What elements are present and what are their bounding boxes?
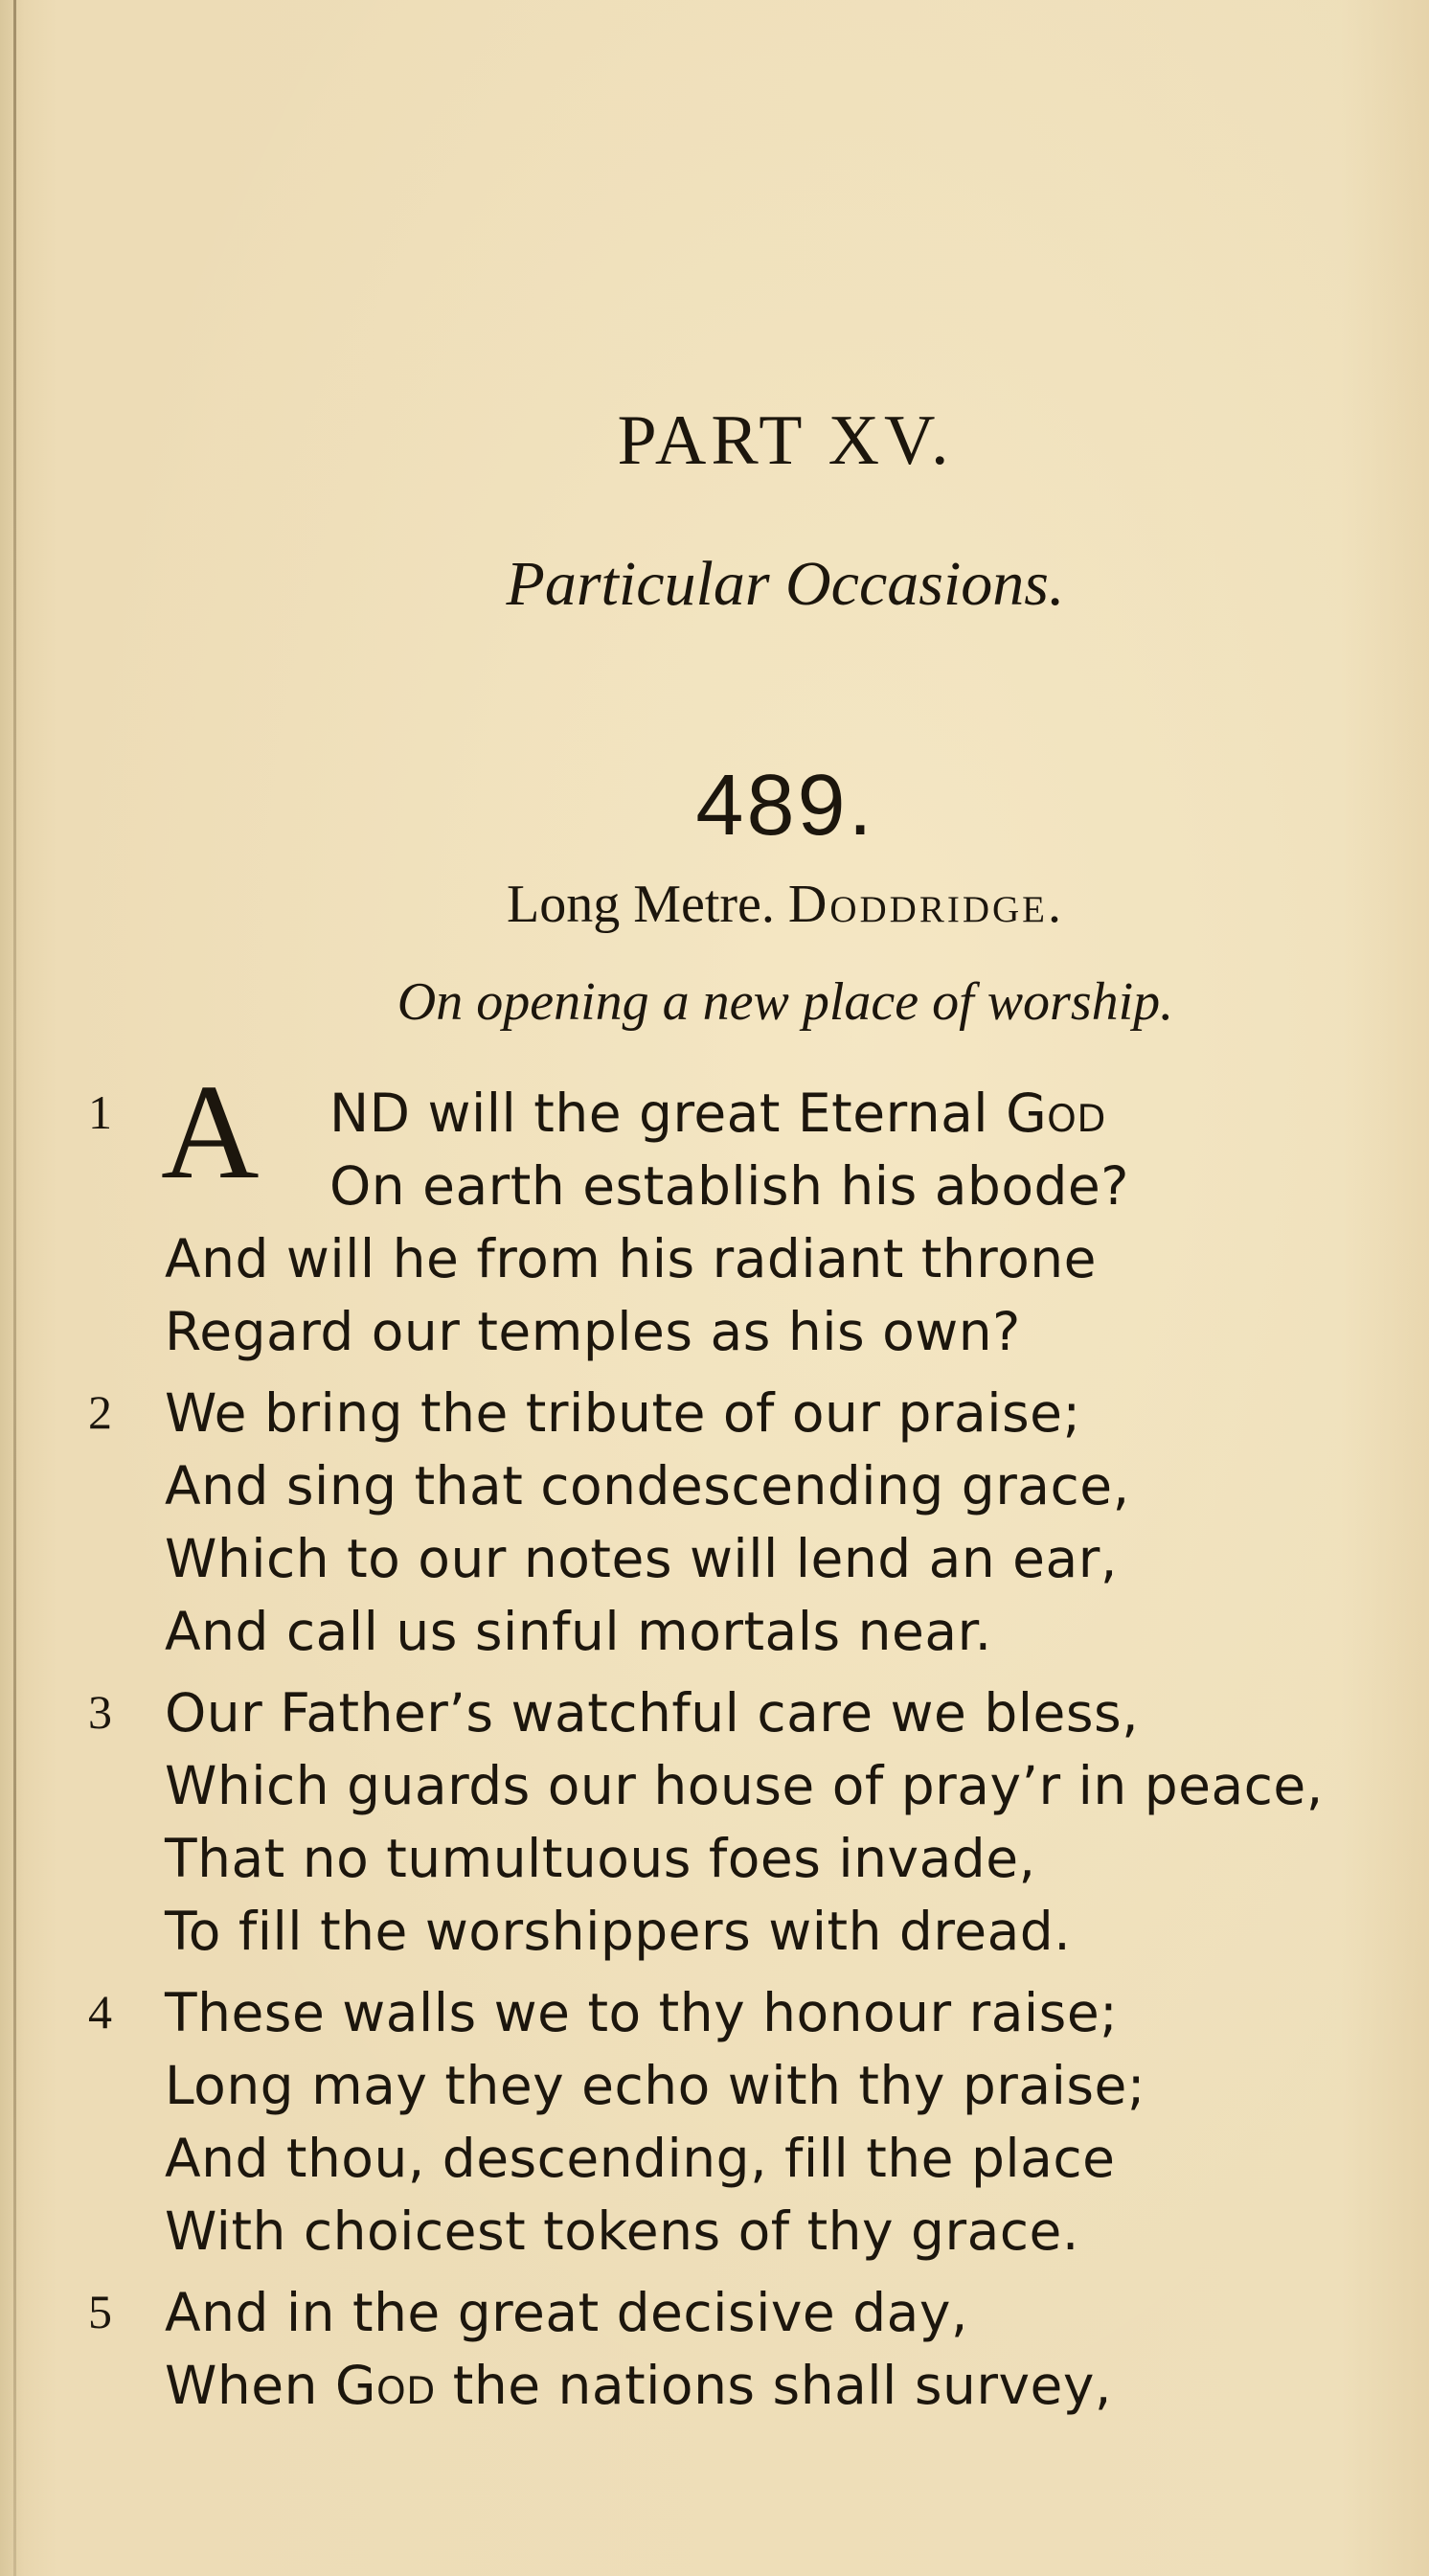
- verse-number-2: 2: [88, 1385, 112, 1439]
- verse-number-3: 3: [88, 1685, 112, 1739]
- verse-line: ND will the great Eternal God: [329, 1083, 1106, 1144]
- verse-line: And call us sinful mortals near.: [165, 1601, 992, 1662]
- verse-line: And in the great decisive day,: [165, 2282, 968, 2343]
- verse-number-5: 5: [88, 2285, 112, 2338]
- drop-cap: A: [161, 1056, 260, 1207]
- verse-line: To fill the worshippers with dread.: [165, 1901, 1072, 1962]
- verse-line: Which to our notes will lend an ear,: [165, 1528, 1118, 1589]
- hymn-author: Doddridge.: [787, 875, 1064, 934]
- verse-line: Long may they echo with thy praise;: [165, 2055, 1145, 2116]
- hymn-number: 489.: [695, 758, 875, 854]
- verse-line: When God the nations shall survey,: [165, 2355, 1112, 2416]
- part-title: PART XV.: [617, 401, 954, 480]
- verse-line: With choicest tokens of thy grace.: [165, 2200, 1079, 2262]
- verse-line: And thou, descending, fill the place: [165, 2128, 1116, 2189]
- part-subtitle: Particular Occasions.: [506, 549, 1065, 619]
- verse-line: And sing that condescending grace,: [165, 1455, 1130, 1516]
- verse-line: On earth establish his abode?: [329, 1155, 1129, 1217]
- verse-number-4: 4: [88, 1985, 112, 2039]
- hymn-occasion: On opening a new place of worship.: [397, 972, 1174, 1032]
- verse-line: Regard our temples as his own?: [165, 1301, 1021, 1362]
- verse-line: Which guards our house of pray’r in peace,: [165, 1755, 1324, 1816]
- verse-line: These walls we to thy honour raise;: [165, 1982, 1119, 2043]
- hymn-meter: Long Metre.: [506, 875, 775, 934]
- verse-line: And will he from his radiant throne: [165, 1228, 1097, 1289]
- verse-line: Our Father’s watchful care we bless,: [165, 1682, 1140, 1744]
- verse-line: That no tumultuous foes invade,: [165, 1828, 1036, 1889]
- verse-line: We bring the tribute of our praise;: [165, 1382, 1081, 1444]
- verse-number-1: 1: [88, 1085, 112, 1139]
